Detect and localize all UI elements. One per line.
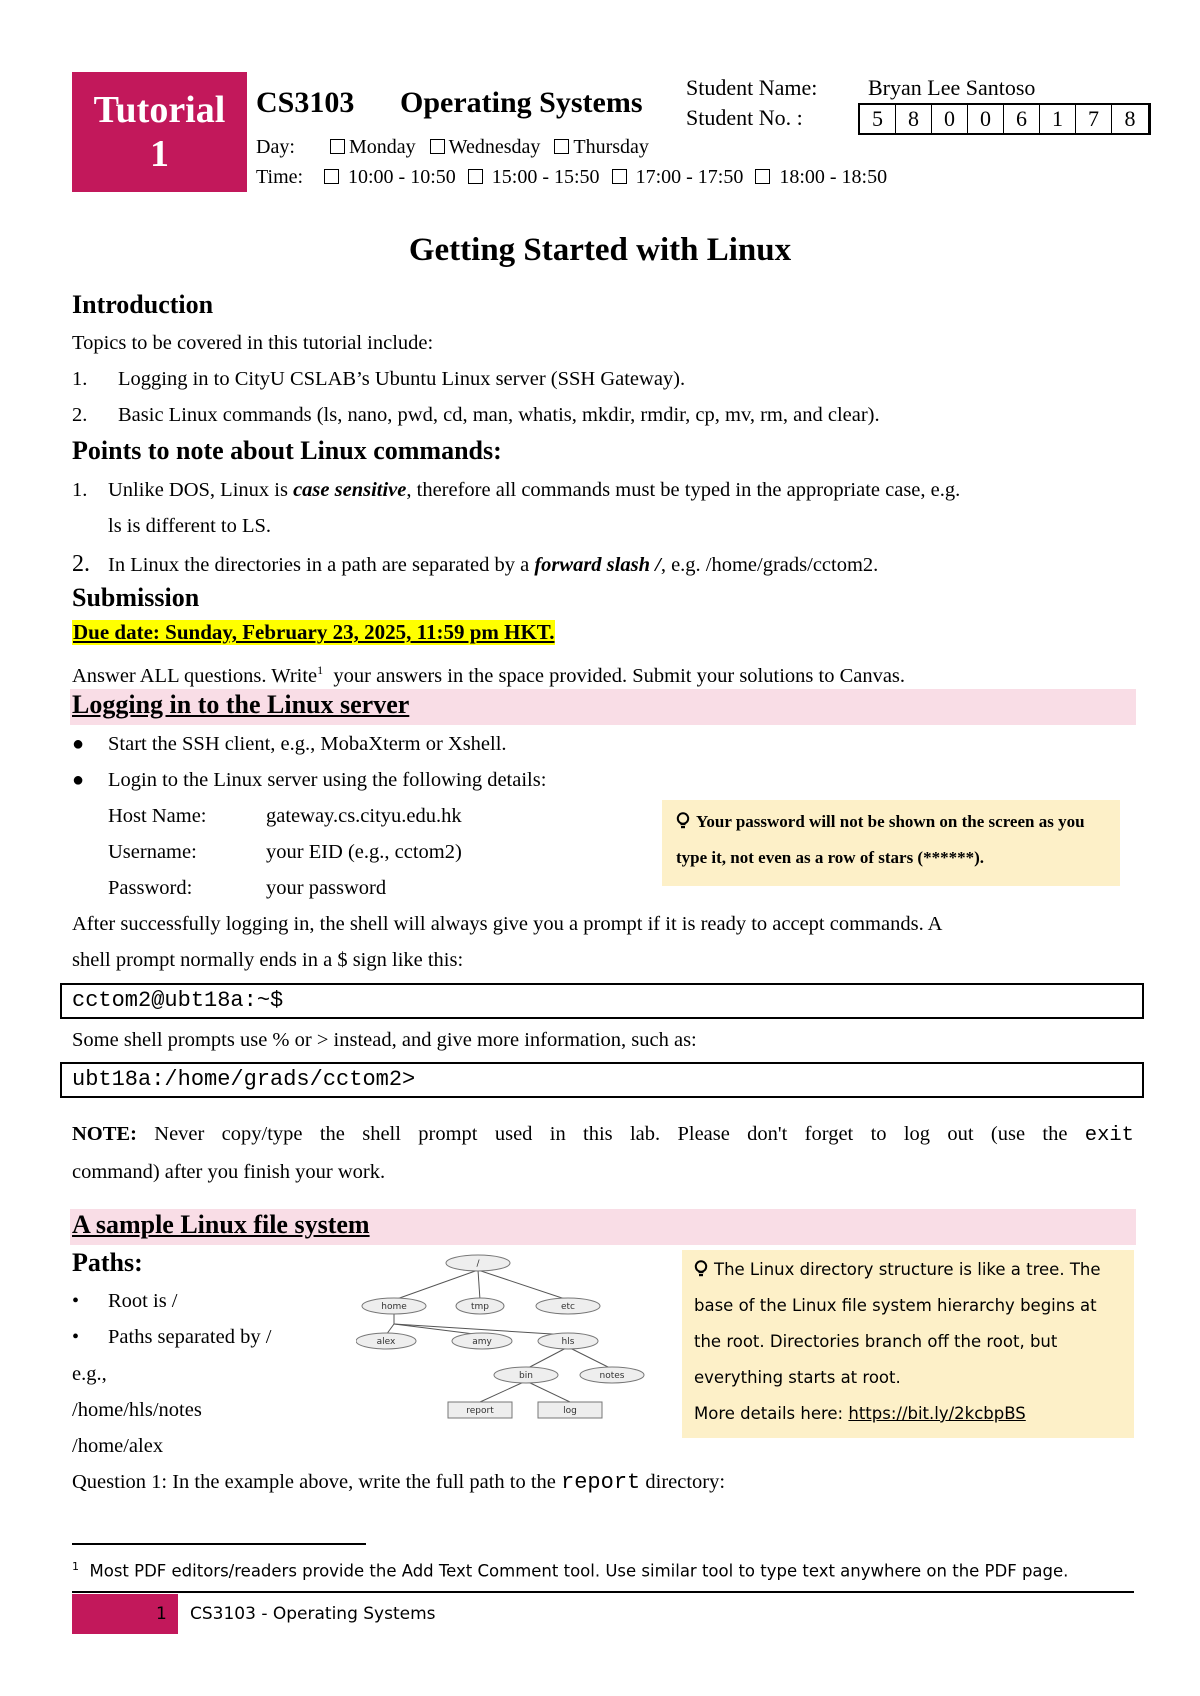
time-text: 10:00 - 10:50 [348,166,456,188]
list-text: Logging in to CityU CSLAB’s Ubuntu Linux server (SSH Gateway). [118,368,686,390]
tutorial-label: Tutorial [93,89,226,131]
point-text: Unlike DOS, Linux is [108,479,294,501]
tree-tip-text: The Linux directory structure is like a tree. The base of the Linux file system hierarchy begins at the root. Directories branch off the root, but everything starts at root. [694,1260,1101,1387]
time-text: 15:00 - 15:50 [491,166,600,188]
list-number: 2. [72,404,88,426]
student-no-label: Student No. : [686,105,803,130]
footer-divider [72,1591,1134,1593]
intro-heading: Introduction [72,290,214,319]
tree-node: alex [376,1337,396,1347]
student-no-digit[interactable]: 5 [860,105,896,133]
list-number: 1. [72,368,88,390]
course-name: Operating Systems [400,86,643,119]
footnote [72,1560,1068,1581]
question-1 [72,1464,725,1501]
question-text: directory: [640,1471,726,1493]
detail-value: your password [266,877,387,899]
student-name-value[interactable]: Bryan Lee Santoso [868,75,1036,100]
paths-bullet [72,1283,178,1319]
checkbox-icon[interactable] [554,139,569,154]
point-2 [72,546,878,583]
checkbox-icon[interactable] [324,169,339,184]
login-detail [108,834,462,870]
student-no-digit[interactable]: 0 [932,105,968,133]
question-text: Question 1: In the example above, write the full path to the [72,1471,562,1493]
note-label: NOTE: [72,1123,137,1145]
student-name-label: Student Name: [686,75,818,100]
day-label: Day: [256,136,295,158]
after-login-text: After successfully logging in, the shell will always give you a prompt if it is ready to accept commands. A [72,913,943,935]
tree-tip-more: More details here: [694,1404,849,1423]
note-body: Never copy/type the shell prompt used in this lab. Please don't forget to log out (use the [136,1123,1085,1145]
time-row [256,166,887,189]
bullet-text: Root is / [108,1290,178,1312]
footnote-number: 1 [72,1560,79,1573]
checkbox-icon[interactable] [755,169,770,184]
time-text: 18:00 - 18:50 [779,166,888,188]
bullet-icon: • [72,1326,80,1348]
course-code: CS3103 [256,86,355,119]
login-heading: Logging in to the Linux server [72,690,410,719]
points-heading: Points to note about Linux commands: [72,436,502,465]
lightbulb-icon [694,1260,708,1278]
login-detail [108,798,462,834]
detail-value: gateway.cs.cityu.edu.hk [266,805,462,827]
after-login-text-2: shell prompt normally ends in a $ sign like this: [72,949,464,971]
tree-node: amy [472,1337,492,1347]
detail-key: Username: [108,841,197,863]
intro-item [72,361,685,397]
bullet-icon: • [72,1290,80,1312]
tree-node: tmp [470,1302,490,1312]
submission-heading: Submission [72,583,200,612]
paths-heading: Paths: [72,1248,143,1277]
fs-heading: A sample Linux file system [72,1210,370,1239]
point-text: , e.g. /home/grads/cctom2. [660,554,879,576]
tree-node: bin [519,1371,533,1381]
note-text-2: command) after you finish your work. [72,1161,386,1183]
login-bullet [72,726,507,762]
some-prompts-text: Some shell prompts use % or > instead, and give more information, such as: [72,1029,697,1051]
login-bullet [72,762,546,798]
time-option[interactable] [755,166,887,189]
time-text: 17:00 - 17:50 [635,166,744,188]
tutorial-badge [72,72,247,192]
due-date: Due date: Sunday, February 23, 2025, 11:59 pm HKT. [73,620,555,644]
footnote-divider [72,1543,366,1545]
eg-label: e.g., [72,1363,107,1385]
day-text: Monday [349,136,416,158]
student-no-digit[interactable]: 8 [896,105,932,133]
note-code: exit [1084,1124,1134,1147]
student-no-digit[interactable]: 0 [968,105,1004,133]
list-number: 2. [72,551,90,577]
bullet-icon: ● [72,769,85,791]
day-row [256,136,649,159]
footer-text: CS3103 - Operating Systems [190,1604,436,1624]
submission-instructions [72,652,905,694]
student-no-boxes [858,103,1151,135]
student-no-digit[interactable]: 7 [1076,105,1112,133]
list-number: 1. [72,479,88,501]
page-number: 1 [156,1604,167,1624]
tree-file: log [563,1406,577,1416]
time-option[interactable] [324,166,456,189]
tree-node-root: / [476,1259,480,1269]
prompt-example-1: cctom2@ubt18a:~$ [60,983,1144,1019]
tree-node: etc [560,1302,576,1312]
time-label: Time: [256,166,304,188]
checkbox-icon[interactable] [468,169,483,184]
more-details-link[interactable]: https://bit.ly/2kcbpBS [848,1404,1026,1423]
login-detail [108,870,386,906]
bullet-icon: ● [72,733,85,755]
day-option-thursday[interactable] [554,136,649,159]
paths-bullet [72,1319,271,1355]
bullet-text: Login to the Linux server using the following details: [108,769,547,791]
footnote-mark[interactable]: 1 [317,663,324,677]
bullet-text: Paths separated by / [108,1326,272,1348]
checkbox-icon[interactable] [612,169,627,184]
point-text: , therefore all commands must be typed in the appropriate case, e.g. [406,479,961,501]
document-title: Getting Started with Linux [408,232,792,268]
day-text: Wednesday [448,136,541,158]
path-example: /home/alex [72,1435,164,1457]
point-1-cont: ls is different to LS. [108,515,272,537]
lightbulb-icon [676,812,690,830]
footnote-text: Most PDF editors/readers provide the Add Text Comment tool. Use similar tool to type text anywhere on the PDF page. [89,1561,1069,1581]
prompt-example-2: ubt18a:/home/grads/cctom2> [60,1062,1144,1098]
detail-key: Host Name: [108,805,207,827]
checkbox-icon[interactable] [430,139,445,154]
tree-node: hls [561,1337,575,1347]
point-text: In Linux the directories in a path are separated by a [108,554,535,576]
point-emphasis: forward slash / [534,554,661,576]
point-emphasis: case sensitive [293,479,407,501]
tree-tip [682,1250,1134,1438]
point-1 [72,472,960,508]
tree-file: report [466,1406,494,1416]
password-tip-text: Your password will not be shown on the screen as you type it, not even as a row of stars (******). [676,812,1085,867]
detail-value: your EID (e.g., cctom2) [266,841,462,863]
time-option[interactable] [468,166,600,189]
student-no-digit[interactable]: 6 [1004,105,1040,133]
tree-node: home [381,1302,407,1312]
password-tip [662,800,1120,886]
instruction-text: your answers in the space provided. Submit your solutions to Canvas. [333,664,906,687]
tutorial-number: 1 [150,133,169,175]
filesystem-tree-diagram [356,1252,656,1452]
day-option-wednesday[interactable] [430,136,541,159]
intro-item [72,397,880,433]
path-example: /home/hls/notes [72,1399,202,1421]
student-no-digit[interactable]: 1 [1040,105,1076,133]
time-option[interactable] [612,166,744,189]
note-text [72,1116,1134,1154]
detail-key: Password: [108,877,193,899]
list-text: Basic Linux commands (ls, nano, pwd, cd, man, whatis, mkdir, rmdir, cp, mv, rm, and clear). [118,404,880,426]
student-no-digit[interactable]: 8 [1124,106,1136,131]
instruction-text: Answer ALL questions. Write [72,664,318,687]
day-option-monday[interactable] [330,136,416,159]
day-text: Thursday [573,136,649,158]
checkbox-icon[interactable] [330,139,345,154]
tree-node: notes [599,1371,625,1381]
intro-lead: Topics to be covered in this tutorial include: [72,332,434,354]
bullet-text: Start the SSH client, e.g., MobaXterm or Xshell. [108,733,507,755]
question-code: report [561,1470,641,1495]
